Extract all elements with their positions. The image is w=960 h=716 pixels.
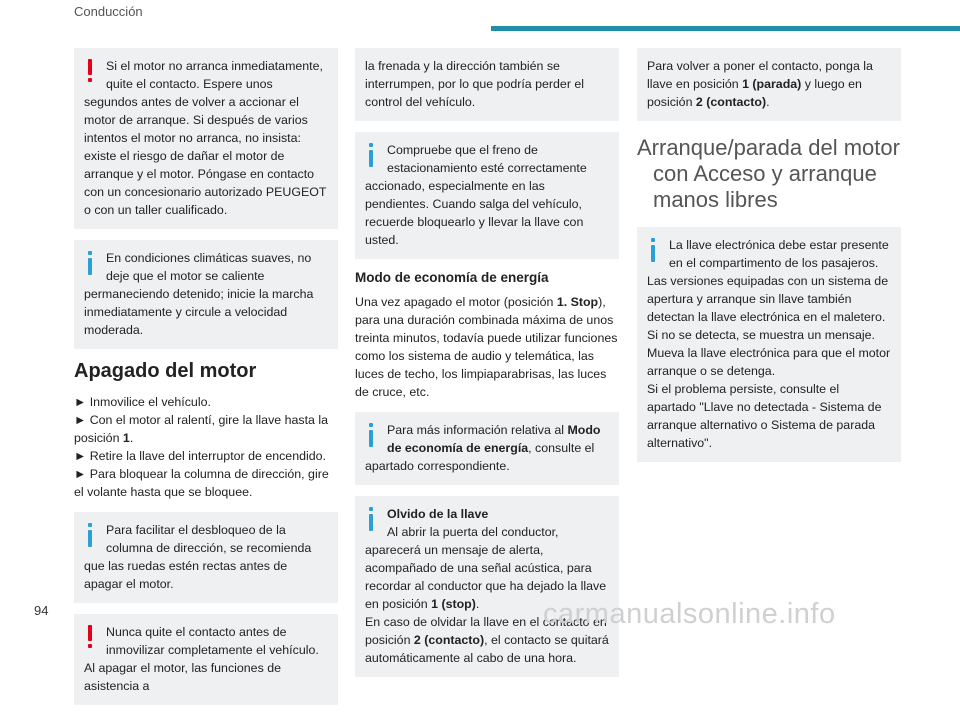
section-title-keyless: Arranque/parada del motor con Acceso y arranque manos libres <box>637 135 900 212</box>
restart-text-e: . <box>766 95 770 109</box>
info-box-warmup <box>74 240 338 349</box>
warning-icon <box>84 625 98 653</box>
watermark: carmanualsonline.info <box>543 598 836 630</box>
page-number: 94 <box>34 603 49 618</box>
info-text: Para facilitar el desbloqueo de la columna de dirección, se recomienda que las ruedas estén rectas antes de apagar el motor. <box>84 523 312 591</box>
column-3 <box>637 48 901 473</box>
step-2 <box>74 411 338 447</box>
info-text-f: , el contacto se quitará automáticamente al cabo de una hora. <box>365 633 609 665</box>
para-text-a: Una vez apagado el motor (posición <box>355 295 557 309</box>
info-title <box>365 505 609 523</box>
info-box-parking-brake <box>355 132 619 259</box>
info-text <box>365 421 609 475</box>
info-icon <box>365 423 379 451</box>
info-box-steering <box>74 512 338 603</box>
step-2-position: 1 <box>122 431 130 445</box>
header-accent-bar <box>491 26 960 31</box>
section-title: Conducción <box>74 4 143 19</box>
engine-off-steps <box>74 393 338 501</box>
section-heading-engine-off: Apagado del motor <box>74 360 257 382</box>
warning-text: Nunca quite el contacto antes de inmovilizar completamente el vehículo. Al apagar el motor, las funciones de asistencia a <box>84 625 319 693</box>
info-box-keyless <box>637 227 901 462</box>
warning-continued-text: la frenada y la dirección también se interrumpen, por lo que podría perder el control del vehículo. <box>365 59 585 109</box>
key-forgotten-title: Olvido de la llave <box>387 507 489 521</box>
warning-box-engine-start <box>74 48 338 229</box>
step-4: ► Para bloquear la columna de dirección, gire el volante hasta que se bloquee. <box>74 467 329 499</box>
restart-bold-stop: 1 (parada) <box>742 77 802 91</box>
info-box-key-forgotten <box>355 496 619 677</box>
info-text-c: , consulte el apartado correspondiente. <box>365 441 595 473</box>
info-text-a: Para más información relativa al <box>387 423 568 437</box>
restart-bold-contact: 2 (contacto) <box>695 95 767 109</box>
info-text-a: Al abrir la puerta del conductor, aparecerá un mensaje de alerta, acompañado de una señal acústica, para recordar al conductor que ha dejado la llave en posición <box>365 525 607 611</box>
info-text: Compruebe que el freno de estacionamiento esté correctamente accionado, especialmente en las pendientes. Cuando salga del vehículo, recuerde bloquearlo y llevar la llave con usted. <box>365 143 587 247</box>
energy-economy-paragraph <box>355 293 619 401</box>
section-heading-energy-economy: Modo de economía de energía <box>355 270 549 285</box>
warning-icon <box>84 59 98 87</box>
keyless-line-2: Las versiones equipadas con un sistema de apertura y arranque sin llave también detectan la llave electrónica en el maletero. <box>647 274 889 324</box>
energy-economy-text <box>355 293 619 401</box>
info-icon <box>647 238 661 266</box>
step-1: ► Inmovilice el vehículo. <box>74 395 211 409</box>
info-icon <box>84 523 98 551</box>
step-2-end: . <box>129 431 134 445</box>
info-text-d: En caso de olvidar la llave en el contacto en posición <box>365 615 607 647</box>
info-bold-stop: 1 (stop) <box>431 597 476 611</box>
info-icon <box>84 251 98 279</box>
restart-text <box>647 57 891 111</box>
keyless-line-5: Si el problema persiste, consulte el apartado "Llave no detectada - Sistema de arranque alternativo o Sistema de parada alternativo". <box>647 382 882 450</box>
warning-box-continued <box>355 48 619 121</box>
step-2-text: ► Con el motor al ralentí, gire la llave hasta la posición <box>74 413 329 445</box>
info-bold-mode: Modo de economía de energía <box>387 423 601 455</box>
para-stop: 1. Stop <box>556 295 599 309</box>
info-text: En condiciones climáticas suaves, no deje que el motor se caliente permaneciendo detenido; inicie la marcha inmediatamente y circule a velocidad moderada. <box>84 251 314 337</box>
restart-text-a: Para volver a poner el contacto, ponga la llave en posición <box>647 59 873 91</box>
info-bold-contact: 2 (contacto) <box>413 633 485 647</box>
info-icon <box>365 143 379 171</box>
step-3: ► Retire la llave del interruptor de encendido. <box>74 449 326 463</box>
info-icon <box>365 507 379 535</box>
box-restart-contact <box>637 48 901 121</box>
warning-text: Si el motor no arranca inmediatamente, quite el contacto. Espere unos segundos antes de volver a accionar el motor de arranque. Si después de varios intentos el motor no arranca, no insista: existe el riesgo de dañar el motor de arranque y el motor. Póngase en contacto con un concesionario autorizado PEUGEOT o con un taller cualificado. <box>84 59 327 217</box>
keyless-line-1: La llave electrónica debe estar presente en el compartimento de los pasajeros. <box>669 238 889 270</box>
column-1 <box>74 48 338 716</box>
warning-box-ignition <box>74 614 338 705</box>
info-text-c: . <box>475 597 480 611</box>
keyless-line-3: Si no se detecta, se muestra un mensaje. <box>647 328 875 342</box>
para-text-c: ), para una duración combinada máxima de unos treinta minutos, todavía puede utilizar funciones como los sistema de audio y telemática, las luces de techo, los limpiaparabrisas, las luces de cruce, etc. <box>355 295 618 399</box>
column-2 <box>355 48 619 688</box>
keyless-line-4: Mueva la llave electrónica para que el motor arranque o se detenga. <box>647 346 891 378</box>
info-box-energy-mode <box>355 412 619 485</box>
restart-text-c: y luego en posición <box>647 77 862 109</box>
